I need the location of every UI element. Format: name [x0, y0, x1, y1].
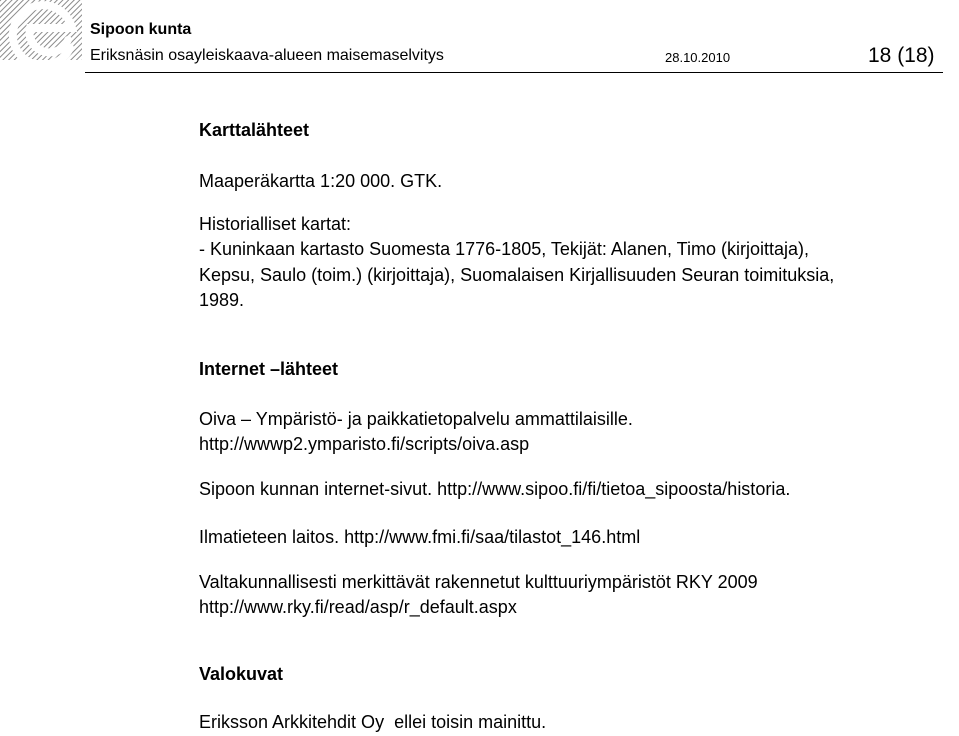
- photos-heading: Valokuvat: [199, 664, 284, 684]
- internet-sources-heading: Internet –lähteet: [199, 359, 339, 379]
- header-date: 28.10.2010: [665, 50, 731, 65]
- rky-reference-line-1: Valtakunnallisesti merkittävät rakennetut kulttuuriympäristöt RKY 2009: [199, 572, 758, 592]
- header-page-number: 18 (18): [868, 44, 935, 67]
- historical-maps-label: Historialliset kartat:: [199, 214, 352, 234]
- municipality-logo: [0, 0, 82, 60]
- oiva-reference-line-1: Oiva – Ympäristö- ja paikkatietopalvelu ammattilaisille.: [199, 409, 633, 429]
- header-organization: Sipoon kunta: [90, 21, 192, 38]
- historical-maps-line-3: 1989.: [199, 290, 245, 310]
- header-divider: [85, 72, 943, 73]
- historical-maps-line-2: Kepsu, Saulo (toim.) (kirjoittaja), Suomalaisen Kirjallisuuden Seuran toimituksia,: [199, 265, 835, 285]
- rky-reference-link: http://www.rky.fi/read/asp/r_default.aspx: [199, 597, 517, 617]
- map-sources-heading: Karttalähteet: [199, 120, 310, 140]
- soil-map-reference: Maaperäkartta 1:20 000. GTK.: [199, 171, 443, 191]
- logo-e-icon: [0, 0, 82, 60]
- historical-maps-line-1: - Kuninkaan kartasto Suomesta 1776-1805, Tekijät: Alanen, Timo (kirjoittaja),: [199, 239, 809, 259]
- sipoo-reference: Sipoon kunnan internet-sivut. http://www.sipoo.fi/fi/tietoa_sipoosta/historia.: [199, 479, 791, 499]
- photos-credit: Eriksson Arkkitehdit Oy ellei toisin mainittu.: [199, 712, 547, 732]
- oiva-reference-link: http://wwwp2.ymparisto.fi/scripts/oiva.asp: [199, 434, 530, 454]
- header-document-title: Eriksnäsin osayleiskaava-alueen maisemaselvitys: [90, 47, 444, 64]
- fmi-reference: Ilmatieteen laitos. http://www.fmi.fi/saa/tilastot_146.html: [199, 527, 641, 547]
